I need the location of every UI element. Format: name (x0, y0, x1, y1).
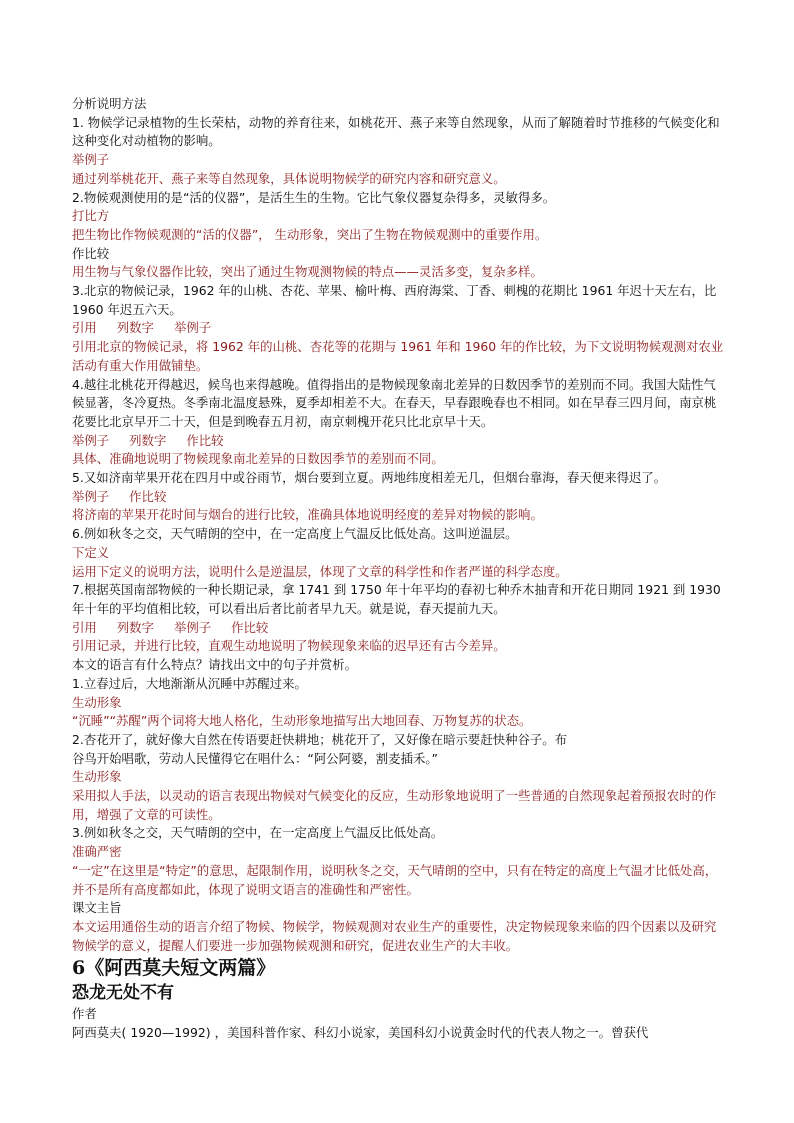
feature-label: 生动形象 (72, 694, 122, 710)
method-label: 列数字 (116, 320, 154, 336)
method-label: 下定义 (72, 544, 110, 560)
analysis-text: 用生物与气象仪器作比较，突出了通过生物观测物候的特点——灵活多变，复杂多样。 (72, 264, 543, 280)
method-labels (72, 432, 724, 451)
method-label: 打比方 (72, 208, 110, 224)
paragraph: 7.根据英国南部物候的一种长期记录，拿 1741 到 1750 年十年平均的春初七种乔木抽青和开花日期同 1921 到 1930 年十年的平均值相比较，可以看出后者比前者早九天。就是说，春天提前九天。 (72, 582, 721, 616)
analysis-text: “沉睡”“苏醒”两个词将大地人格化，生动形象地描写出大地回春、万物复苏的状态。 (72, 713, 532, 729)
paragraph: 3.北京的物候记录，1962 年的山桃、杏花、苹果、榆叶梅、西府海棠、丁香、刺槐的花期比 1961 年迟十天左右，比 1960 年迟五六天。 (72, 283, 717, 317)
method-labels (72, 619, 724, 638)
method-label: 列数字 (116, 619, 154, 635)
analysis-text: 采用拟人手法，以灵动的语言表现出物候对气候变化的反应，生动形象地说明了一些普通的自然现象起着预报农时的作用，增强了文章的可读性。 (72, 788, 717, 822)
author-heading: 作者 (72, 1006, 97, 1022)
feature-label: 生动形象 (72, 769, 122, 785)
paragraph: 1.立春过后，大地渐渐从沉睡中苏醒过来。 (72, 675, 307, 691)
analysis-text (72, 338, 724, 375)
paragraph: 4.越往北桃花开得越迟，候鸟也来得越晚。值得指出的是物候现象南北差异的日数因季节的差别而不同。我国大陆性气候显著，冬冷夏热。冬季南北温度悬殊，夏季却相差不大。在春天，早春跟晚春也不相同。如在早春三四月间，南京桃花要比北京早开二十天，但是到晚春五月初，南京刺槐开花只比北京早十天。 (72, 376, 717, 429)
method-label: 作比较 (72, 245, 110, 261)
summary-text: 本文运用通俗生动的语言介绍了物候、物候学，物候观测对农业生产的重要性，决定物候现象来临的四个因素以及研究物候学的意义，提醒人们要进一步加强物候观测和研究，促进农业生产的大丰收。 (72, 918, 717, 953)
question: 本文的语言有什么特点？请找出文中的句子并赏析。 (72, 657, 357, 673)
analysis-text: 把生物比作物候观测的“活的仪器”， 生动形象，突出了生物在物候观测中的重要作用。 (72, 226, 548, 242)
paragraph: 谷鸟开始唱歌，劳动人民懂得它在唱什么：“阿公阿婆，割麦插禾。” (72, 750, 438, 766)
method-label: 引用 (72, 320, 97, 336)
method-labels (72, 488, 724, 507)
analysis-segment: 年的山桃、杏花等的花期与 (243, 339, 401, 355)
method-label: 引用 (72, 619, 97, 635)
analysis-segment: 年的作比较，为下文说明物候观测对农业活动有重大作用做铺垫。 (72, 339, 724, 373)
chapter-title: 6《阿西莫夫短文两篇》 (72, 957, 276, 980)
paragraph: 3.例如秋冬之交，天气晴朗的空中，在一定高度上气温反比低处高。 (72, 825, 444, 841)
analysis-text: 通过列举桃花开、燕子来等自然现象，具体说明物候学的研究内容和研究意义。 (72, 170, 506, 186)
year-number: 1960 (464, 339, 497, 355)
paragraph: 5.又如济南苹果开花在四月中或谷雨节，烟台要到立夏。两地纬度相差无几，但烟台靠海，春天便来得迟了。 (72, 470, 667, 486)
analysis-text: 将济南的苹果开花时间与烟台的进行比较，准确具体地说明经度的差异对物候的影响。 (72, 507, 543, 523)
paragraph: 6.例如秋冬之交，天气晴朗的空中，在一定高度上气温反比低处高。这叫逆温层。 (72, 526, 518, 542)
analysis-text: 运用下定义的说明方法，说明什么是逆温层，体现了文章的科学性和作者严谨的科学态度。 (72, 563, 568, 579)
section-heading: 分析说明方法 (72, 96, 147, 111)
analysis-text: “一定”在这里是“特定”的意思，起限制作用，说明秋冬之交，天气晴朗的空中，只有在特定的高度上气温才比低处高，并不是所有高度都如此，体现了说明文语言的准确性和严密性。 (72, 862, 718, 897)
method-label: 作比较 (129, 488, 167, 504)
analysis-text: 引用记录，并进行比较，直观生动地说明了物候现象来临的迟早还有古今差异。 (72, 638, 506, 654)
feature-label: 准确严密 (72, 844, 122, 860)
year-number: 1961 (400, 339, 432, 355)
document-body (72, 95, 724, 1043)
method-label: 举例子 (72, 152, 110, 168)
method-label: 作比较 (231, 619, 269, 635)
paragraph: 2.杏花开了，就好像大自然在传语要赶快耕地；桃花开了，又好像在暗示要赶快种谷子。布 (72, 731, 568, 747)
method-label: 举例子 (72, 488, 110, 504)
method-label: 举例子 (173, 619, 212, 635)
method-label: 举例子 (173, 320, 212, 336)
analysis-segment: 年和 (431, 339, 465, 355)
section-heading: 课文主旨 (72, 900, 122, 916)
analysis-text: 具体、准确地说明了物候现象南北差异的日数因季节的差别而不同。 (72, 451, 444, 467)
essay-title: 恐龙无处不有 (72, 983, 174, 1004)
method-labels (72, 319, 724, 338)
paragraph: 1. 物候学记录植物的生长荣枯，动物的养育往来，如桃花开、燕子来等自然现象，从而了解随着时节推移的气候变化和这种变化对动植物的影响。 (72, 114, 720, 149)
method-label: 举例子 (72, 432, 110, 448)
analysis-segment: 引用北京的物候记录，将 (72, 339, 213, 355)
year-number: 1962 (212, 339, 244, 355)
method-label: 作比较 (186, 432, 224, 448)
method-label: 列数字 (129, 432, 167, 448)
paragraph: 2.物候观测使用的是“活的仪器”，是活生生的生物。它比气象仪器复杂得多，灵敏得多。 (72, 189, 556, 205)
author-bio: 阿西莫夫( 1920—1992) ，美国科普作家、科幻小说家，美国科幻小说黄金时代的代表人物之一。曾获代 (72, 1025, 649, 1041)
